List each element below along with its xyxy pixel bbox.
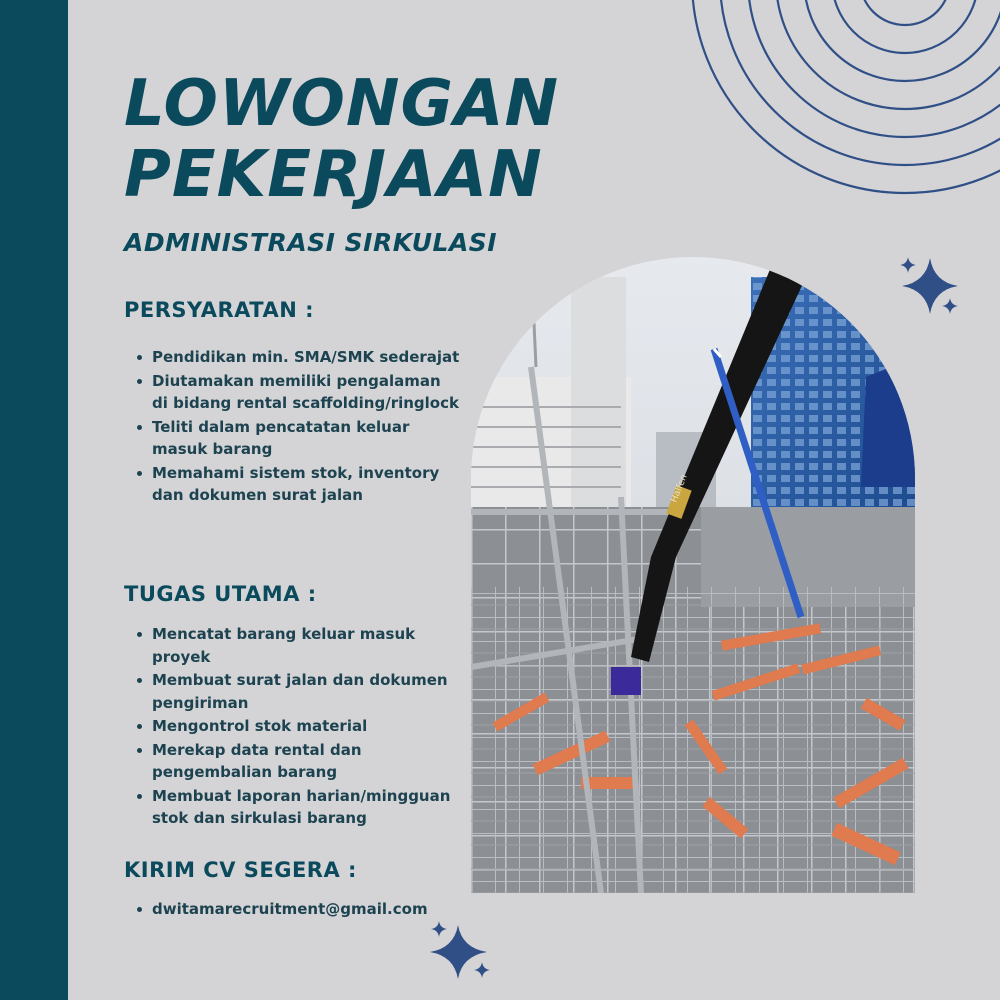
title-line-2: PEKERJAAN [124, 138, 543, 212]
list-item: Pendidikan min. SMA/SMK sederajat [135, 346, 460, 369]
list-item: Memahami sistem stok, inventory dan dokumen surat jalan [135, 462, 460, 507]
list-item: Membuat surat jalan dan dokumen pengiriman [135, 669, 460, 714]
requirements-heading: PERSYARATAN : [124, 298, 315, 322]
list-item: Diutamakan memiliki pengalaman di bidang rental scaffolding/ringlock [135, 370, 460, 415]
title-line-1: LOWONGAN [124, 67, 560, 141]
job-title: ADMINISTRASI SIRKULASI [124, 228, 498, 257]
list-item: Merekap data rental dan pengembalian barang [135, 739, 460, 784]
concentric-rings-icon [692, 0, 1000, 193]
duties-heading: TUGAS UTAMA : [124, 582, 317, 606]
list-item: Mengontrol stok material [135, 715, 460, 738]
construction-photo [471, 257, 915, 893]
crane-label: Halfen [669, 473, 690, 505]
list-item: Mencatat barang keluar masuk proyek [135, 623, 460, 668]
sparkle-icon [900, 257, 958, 314]
requirements-list [135, 346, 460, 508]
contact-heading: KIRIM CV SEGERA : [124, 858, 357, 882]
side-accent-bar [0, 0, 68, 1000]
list-item: Teliti dalam pencatatan keluar masuk barang [135, 416, 460, 461]
sparkle-icon [430, 921, 490, 979]
duties-list [135, 623, 460, 831]
email-link[interactable]: dwitamarecruitment@gmail.com [135, 898, 460, 921]
contact-list [135, 898, 460, 922]
list-item: Membuat laporan harian/mingguan stok dan sirkulasi barang [135, 785, 460, 830]
